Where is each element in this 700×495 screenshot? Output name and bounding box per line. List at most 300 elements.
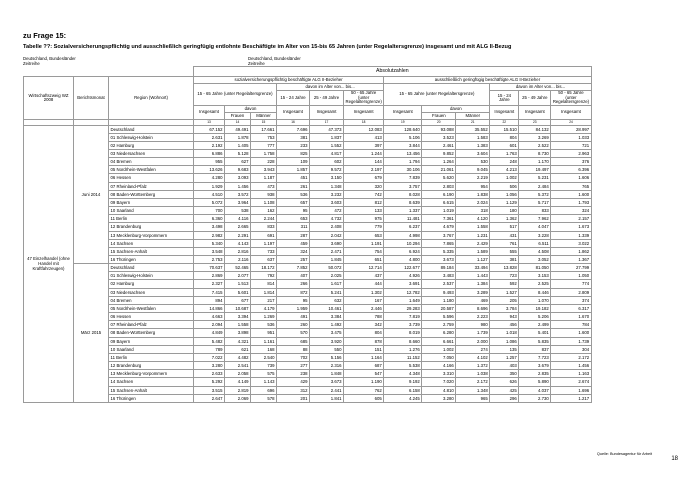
table-row — [24, 337, 592, 345]
value-cell: 17.661 — [251, 125, 277, 133]
value-cell: 3.690 — [310, 239, 344, 247]
value-cell: 975 — [344, 215, 384, 223]
value-cell: 700 — [194, 207, 225, 215]
value-cell: 431 — [490, 231, 519, 239]
gfb-insgesamt-header: Insgesamt — [384, 106, 422, 120]
value-cell: 2.192 — [194, 141, 225, 149]
value-cell: 1.763 — [490, 149, 519, 157]
table-row — [24, 223, 592, 231]
value-cell: 4.280 — [194, 174, 225, 182]
value-cell: 7.022 — [194, 353, 225, 361]
berichtsmonat-header: Berichtsmonat — [74, 77, 109, 120]
value-cell: 4.143 — [225, 239, 251, 247]
value-cell: 1.348 — [310, 182, 344, 190]
table-title: Tabelle ??: Sozialversicherungspflichtig und ausschließlich geringfügig entlohnte Beschäftigte im Alter von 15-bis 65 Jahren (unter Regelaltersgrenze) insgesamt und mit ALG II-Bezug — [23, 44, 512, 50]
value-cell: 1.180 — [422, 296, 456, 304]
value-cell: 723 — [490, 272, 519, 280]
value-cell: 3.153 — [519, 272, 551, 280]
absolutzahlen-header: Absolutzahlen — [194, 67, 592, 77]
region-cell: 02 Hamburg — [109, 280, 194, 288]
berichtsmonat-cell: März 2015 — [74, 264, 109, 403]
value-cell: 621 — [225, 345, 251, 353]
value-cell: 1.600 — [551, 190, 591, 198]
value-cell: 4.120 — [456, 215, 490, 223]
value-cell: 2.819 — [225, 386, 251, 394]
value-cell: 3.289 — [456, 288, 490, 296]
value-cell: 872 — [277, 288, 310, 296]
value-cell: 2.327 — [194, 280, 225, 288]
value-cell: 3.022 — [551, 239, 591, 247]
value-cell: 3.784 — [490, 304, 519, 312]
table-row — [24, 141, 592, 149]
table-row — [24, 133, 592, 141]
value-cell: 7.852 — [277, 264, 310, 272]
value-cell: 1.217 — [551, 394, 591, 402]
value-cell: 4.245 — [384, 394, 422, 402]
value-cell: 2.157 — [551, 215, 591, 223]
value-cell: 473 — [251, 182, 277, 190]
value-cell: 2.665 — [225, 223, 251, 231]
value-cell: 1.670 — [551, 313, 591, 321]
region-cell: 06 Hessen — [109, 313, 194, 321]
value-cell: 955 — [194, 158, 225, 166]
value-cell: 677 — [225, 296, 251, 304]
region-cell: 09 Bayern — [109, 198, 194, 206]
value-cell: 1.456 — [225, 182, 251, 190]
value-cell: 8.730 — [519, 149, 551, 157]
value-cell: 3.920 — [310, 337, 344, 345]
table-row — [24, 321, 592, 329]
gfb-age-15-65-header: 15 - 65 Jahre (unter Regelaltersgrenze) — [384, 84, 490, 106]
value-cell: 754 — [344, 247, 384, 255]
value-cell: 653 — [344, 231, 384, 239]
value-cell: 2.446 — [344, 304, 384, 312]
value-cell: 5.717 — [519, 198, 551, 206]
col-number: 19 — [384, 120, 422, 126]
region-cell: 13 Mecklenburg-Vorpommern — [109, 370, 194, 378]
value-cell: 555 — [490, 247, 519, 255]
value-cell: 2.441 — [310, 386, 344, 394]
value-cell: 691 — [251, 231, 277, 239]
svb-age-15-24-header: 15 - 24 Jahre — [277, 91, 310, 106]
value-cell: 1.002 — [490, 174, 519, 182]
table-row — [24, 313, 592, 321]
table-row — [24, 247, 592, 255]
value-cell: 5.372 — [519, 190, 551, 198]
region-cell: 08 Baden-Württemberg — [109, 190, 194, 198]
value-cell: 95 — [277, 207, 310, 215]
value-cell: 4.810 — [422, 386, 456, 394]
table-row — [24, 353, 592, 361]
table-row — [24, 215, 592, 223]
value-cell: 1.257 — [490, 353, 519, 361]
value-cell: 88 — [277, 345, 310, 353]
value-cell: 1.337 — [384, 207, 422, 215]
value-cell: 2.835 — [519, 370, 551, 378]
value-cell: 5.156 — [310, 353, 344, 361]
value-cell: 3.384 — [310, 313, 344, 321]
region-cell: Deutschland — [109, 125, 194, 133]
value-cell: 653 — [277, 215, 310, 223]
value-cell: 1.558 — [456, 223, 490, 231]
value-cell: 312 — [277, 386, 310, 394]
value-cell: 381 — [277, 133, 310, 141]
wirtschaftszweig-cell: 47 Einzelhandel (ohne Handel mit Kraftfahrzeugen) — [24, 125, 74, 402]
value-cell: 6.924 — [384, 247, 422, 255]
value-cell: 570 — [277, 329, 310, 337]
gfb-age-25-49-header: 25 - 49 Jahre — [519, 91, 551, 106]
value-cell: 696 — [251, 386, 277, 394]
value-cell: 7.962 — [519, 215, 551, 223]
value-cell: 4.482 — [225, 353, 251, 361]
value-cell: 27.799 — [551, 264, 591, 272]
value-cell: 3.604 — [456, 149, 490, 157]
table-row — [24, 394, 592, 402]
value-cell: 517 — [490, 223, 519, 231]
question-heading: zu Frage 15: — [23, 31, 67, 40]
value-cell: 6.317 — [551, 304, 591, 312]
value-cell: 1.513 — [225, 280, 251, 288]
value-cell: 1.163 — [551, 370, 591, 378]
svb-15-24-insgesamt-header: Insgesamt — [277, 106, 310, 120]
value-cell: 2.069 — [225, 394, 251, 402]
value-cell: 9.493 — [422, 288, 456, 296]
col-number: 23 — [519, 120, 551, 126]
value-cell: 2.484 — [519, 182, 551, 190]
value-cell: 6.237 — [384, 223, 422, 231]
value-cell: 1.372 — [456, 362, 490, 370]
value-cell: 5.538 — [384, 362, 422, 370]
value-cell: 825 — [277, 149, 310, 157]
value-cell: 2.219 — [456, 174, 490, 182]
value-cell: 1.589 — [456, 247, 490, 255]
value-cell: 965 — [456, 394, 490, 402]
value-cell: 1.838 — [456, 190, 490, 198]
gfb-age-50-65-header: 50 - 65 Jahre (unter Regelaltersgrenze) — [552, 90, 590, 105]
value-cell: 3.943 — [251, 166, 277, 174]
value-cell: 761 — [490, 239, 519, 247]
value-cell: 381 — [490, 256, 519, 264]
col-number: 15 — [251, 120, 277, 126]
value-cell: 602 — [310, 158, 344, 166]
value-cell: 5.401 — [519, 329, 551, 337]
value-cell: 2.077 — [225, 272, 251, 280]
value-cell: 789 — [194, 345, 225, 353]
value-cell: 792 — [251, 272, 277, 280]
value-cell: 324 — [277, 247, 310, 255]
region-header: Region (Wohnort) — [109, 77, 194, 120]
value-cell: 1.552 — [310, 141, 344, 149]
value-cell: 1.339 — [551, 231, 591, 239]
value-cell: 592 — [490, 280, 519, 288]
value-cell: 374 — [551, 296, 591, 304]
value-cell: 266 — [277, 280, 310, 288]
value-cell: 4.926 — [384, 272, 422, 280]
svb-insgesamt-header: Insgesamt — [194, 106, 225, 120]
wirtschaftszweig-header: Wirtschaftszweig WZ 2008 — [24, 77, 74, 120]
svb-maenner-header: Männer — [251, 113, 277, 120]
value-cell: 626 — [490, 378, 519, 386]
value-cell: 651 — [344, 256, 384, 264]
value-cell: 168 — [251, 345, 277, 353]
region-cell: 05 Nordrhein-Westfalen — [109, 166, 194, 174]
value-cell: 4.849 — [194, 329, 225, 337]
value-cell: 2.471 — [310, 247, 344, 255]
meta-left-line-2: Zeitreihe — [23, 61, 40, 67]
value-cell: 1.456 — [551, 362, 591, 370]
value-cell: 4.102 — [456, 353, 490, 361]
value-cell: 162 — [251, 207, 277, 215]
value-cell: 47.373 — [310, 125, 344, 133]
value-cell: 833 — [251, 223, 277, 231]
value-cell: 4.679 — [422, 223, 456, 231]
value-cell: 2.540 — [251, 353, 277, 361]
value-cell: 2.223 — [456, 313, 490, 321]
value-cell: 459 — [277, 239, 310, 247]
value-cell: 1.383 — [456, 141, 490, 149]
value-cell: 4.213 — [490, 166, 519, 174]
value-cell: 2.816 — [225, 247, 251, 255]
value-cell: 1.269 — [251, 313, 277, 321]
table-row — [24, 190, 592, 198]
value-cell: 425 — [490, 386, 519, 394]
svb-davon-header: davon — [225, 106, 277, 113]
value-cell: 951 — [251, 329, 277, 337]
value-cell: 1.814 — [251, 288, 277, 296]
value-cell: 238 — [277, 370, 310, 378]
value-cell: 180 — [490, 207, 519, 215]
region-cell: 08 Baden-Württemberg — [109, 329, 194, 337]
value-cell: 3.228 — [519, 231, 551, 239]
svb-frauen-header: Frauen — [225, 113, 251, 120]
value-cell: 702 — [277, 353, 310, 361]
value-cell: 133 — [344, 207, 384, 215]
value-cell: 4.321 — [225, 337, 251, 345]
value-cell: 1.527 — [490, 288, 519, 296]
value-cell: 530 — [456, 158, 490, 166]
value-cell: 1.384 — [456, 280, 490, 288]
value-cell: 2.094 — [194, 321, 225, 329]
value-cell: 1.050 — [551, 272, 591, 280]
value-cell: 18.172 — [251, 264, 277, 272]
table-row — [24, 386, 592, 394]
col-number: 18 — [344, 120, 384, 126]
value-cell: 5.106 — [384, 133, 422, 141]
value-cell: 49.491 — [225, 125, 251, 133]
value-cell: 5.890 — [519, 378, 551, 386]
value-cell: 1.583 — [456, 133, 490, 141]
value-cell: 128.640 — [384, 125, 422, 133]
value-cell: 12.782 — [384, 288, 422, 296]
value-cell: 350 — [490, 370, 519, 378]
value-cell: 2.631 — [194, 133, 225, 141]
value-cell: 444 — [344, 280, 384, 288]
value-cell: 3.483 — [422, 272, 456, 280]
value-cell: 657 — [277, 198, 310, 206]
value-cell: 2.803 — [422, 182, 456, 190]
value-cell: 318 — [456, 207, 490, 215]
value-cell: 6.615 — [422, 198, 456, 206]
value-cell: 938 — [251, 190, 277, 198]
value-cell: 3.691 — [384, 280, 422, 288]
value-cell: 1.862 — [551, 247, 591, 255]
value-cell: 1.276 — [384, 345, 422, 353]
col-number: 20 — [422, 120, 456, 126]
value-cell: 1.164 — [344, 353, 384, 361]
value-cell: 456 — [490, 321, 519, 329]
value-cell: 1.959 — [277, 304, 310, 312]
value-cell: 1.739 — [456, 329, 490, 337]
value-cell: 233 — [277, 141, 310, 149]
value-cell: 2.291 — [225, 231, 251, 239]
value-cell: 1.038 — [456, 370, 490, 378]
value-cell: 7.865 — [422, 239, 456, 247]
value-cell: 19.497 — [519, 166, 551, 174]
value-cell: 3.475 — [310, 329, 344, 337]
value-cell: 943 — [490, 313, 519, 321]
value-cell: 733 — [251, 247, 277, 255]
value-cell: 109 — [277, 158, 310, 166]
region-cell: 11 Berlin — [109, 353, 194, 361]
value-cell: 7.696 — [277, 125, 310, 133]
value-cell: 1.606 — [551, 174, 591, 182]
value-cell: 277 — [277, 362, 310, 370]
table-row — [24, 256, 592, 264]
value-cell: 3.673 — [422, 256, 456, 264]
value-cell: 491 — [277, 313, 310, 321]
region-cell: 04 Bremen — [109, 296, 194, 304]
value-cell: 451 — [277, 174, 310, 182]
value-cell: 679 — [344, 174, 384, 182]
value-cell: 4.998 — [384, 231, 422, 239]
value-cell: 151 — [344, 345, 384, 353]
value-cell: 762 — [344, 386, 384, 394]
value-cell: 167 — [344, 296, 384, 304]
value-cell: 7.839 — [384, 174, 422, 182]
svb-50-65-insgesamt-header: Insgesamt — [344, 106, 384, 120]
value-cell: 70.637 — [194, 264, 225, 272]
region-cell: 04 Bremen — [109, 158, 194, 166]
table-row — [24, 239, 592, 247]
value-cell: 4.037 — [519, 386, 551, 394]
value-cell: 578 — [251, 394, 277, 402]
region-cell: 14 Sachsen — [109, 378, 194, 386]
value-cell: 1.191 — [344, 239, 384, 247]
region-cell: 05 Nordrhein-Westfalen — [109, 304, 194, 312]
table-row — [24, 345, 592, 353]
region-cell: Deutschland — [109, 264, 194, 272]
table-row — [24, 378, 592, 386]
value-cell: 5.072 — [194, 198, 225, 206]
value-cell: 2.674 — [551, 378, 591, 386]
value-cell: 1.739 — [551, 337, 591, 345]
value-cell: 1.696 — [551, 386, 591, 394]
value-cell: 1.129 — [490, 198, 519, 206]
value-cell: 342 — [344, 321, 384, 329]
value-cell: 324 — [551, 207, 591, 215]
value-cell: 3.232 — [310, 190, 344, 198]
value-cell: 429 — [277, 378, 310, 386]
value-cell: 6.360 — [194, 215, 225, 223]
table-row — [24, 198, 592, 206]
value-cell: 3.052 — [519, 256, 551, 264]
value-cell: 13.456 — [384, 149, 422, 157]
value-cell: 7.723 — [519, 353, 551, 361]
value-cell: 7.819 — [384, 313, 422, 321]
value-cell: 144 — [344, 158, 384, 166]
value-cell: 5.206 — [519, 313, 551, 321]
table-row — [24, 207, 592, 215]
value-cell: 217 — [251, 296, 277, 304]
value-cell: 4.166 — [422, 362, 456, 370]
value-cell: 837 — [519, 345, 551, 353]
value-cell: 1.841 — [310, 394, 344, 402]
value-cell: 122.677 — [384, 264, 422, 272]
value-cell: 3.679 — [519, 362, 551, 370]
value-cell: 2.172 — [456, 378, 490, 386]
value-cell: 804 — [344, 329, 384, 337]
value-cell: 4.663 — [194, 313, 225, 321]
value-cell: 550 — [310, 345, 344, 353]
value-cell: 13.626 — [194, 166, 225, 174]
table-row — [24, 182, 592, 190]
value-cell: 30.106 — [384, 166, 422, 174]
value-cell: 228 — [251, 158, 277, 166]
value-cell: 1.443 — [456, 272, 490, 280]
value-cell: 5.620 — [422, 174, 456, 182]
region-cell: 12 Brandenburg — [109, 362, 194, 370]
value-cell: 6.280 — [422, 329, 456, 337]
value-cell: 1.362 — [490, 215, 519, 223]
value-cell: 1.170 — [519, 158, 551, 166]
value-cell: 6.158 — [384, 386, 422, 394]
region-cell: 12 Brandenburg — [109, 223, 194, 231]
region-cell: 16 Thüringen — [109, 394, 194, 402]
value-cell: 11.152 — [384, 353, 422, 361]
svb-25-49-insgesamt-header: Insgesamt — [310, 106, 344, 120]
value-cell: 4.179 — [251, 304, 277, 312]
value-cell: 784 — [551, 321, 591, 329]
value-cell: 2.982 — [194, 231, 225, 239]
table-row — [24, 231, 592, 239]
value-cell: 4.817 — [310, 149, 344, 157]
value-cell: 1.018 — [490, 329, 519, 337]
table-row — [24, 288, 592, 296]
table-body — [24, 125, 592, 402]
region-cell: 02 Hamburg — [109, 141, 194, 149]
table-row — [24, 370, 592, 378]
value-cell: 1.231 — [456, 231, 490, 239]
region-cell: 06 Hessen — [109, 174, 194, 182]
value-cell: 3.394 — [225, 313, 251, 321]
value-cell: 1.197 — [251, 239, 277, 247]
col-number: 24 — [551, 120, 591, 126]
value-cell: 601 — [490, 141, 519, 149]
corner-blank — [24, 67, 194, 77]
region-cell: 15 Sachsen-Anhalt — [109, 247, 194, 255]
value-cell: 20.587 — [422, 304, 456, 312]
value-cell: 5.482 — [194, 337, 225, 345]
value-cell: 788 — [344, 313, 384, 321]
value-cell: 19.182 — [519, 304, 551, 312]
value-cell: 472 — [310, 207, 344, 215]
value-cell: 536 — [251, 321, 277, 329]
value-cell: 5.601 — [225, 288, 251, 296]
value-cell: 804 — [490, 133, 519, 141]
value-cell: 93.088 — [422, 125, 456, 133]
value-cell: 469 — [456, 296, 490, 304]
value-cell: 81.050 — [519, 264, 551, 272]
